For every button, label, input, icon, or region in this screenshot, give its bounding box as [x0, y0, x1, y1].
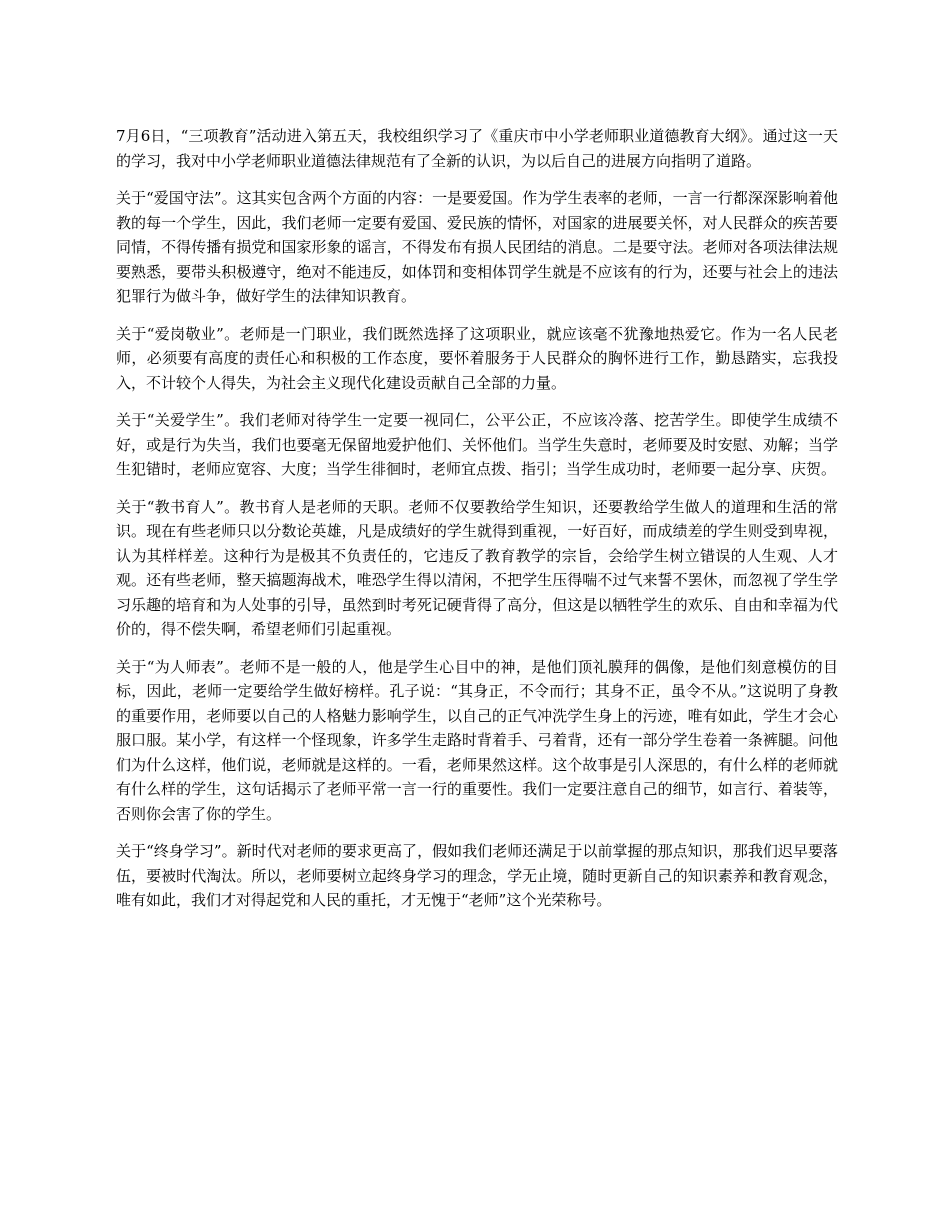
paragraph-role-model: 关于“为人师表”。老师不是一般的人，他是学生心目中的神，是他们顶礼膜拜的偶像，是他们刻意模仿的目标，因此，老师一定要给学生做好榜样。孔子说：“其身正，不令而行；其身不正，虽令不从。”这说明了身教的重要作用，老师要以自己的人格魅力影响学生，以自己的正气冲洗学生身上的污迹，唯有如此，学生才会心服口服。某小学，有这样一个怪现象，许多学生走路时背着手、弓着背，还有一部分学生卷着一条裤腿。问他们为什么这样，他们说，老师就是这样的。一看，老师果然这样。这个故事是引人深思的，有什么样的老师就有什么样的学生，这句话揭示了老师平常一言一行的重要性。我们一定要注意自己的细节，如言行、着装等，否则你会害了你的学生。: [116, 657, 838, 823]
paragraph-patriotism-law: 关于“爱国守法”。这其实包含两个方面的内容：一是要爱国。作为学生表率的老师，一言一行都深深影响着他教的每一个学生，因此，我们老师一定要有爱国、爱民族的情怀，对国家的进展要关怀，对人民群众的疾苦要同情，不得传播有损党和国家形象的谣言，不得发布有损人民团结的消息。二是要守法。老师对各项法律法规要熟悉，要带头积极遵守，绝对不能违反，如体罚和变相体罚学生就是不应该有的行为，还要与社会上的违法犯罪行为做斗争，做好学生的法律知识教育。: [116, 189, 838, 305]
paragraph-dedication: 关于“爱岗敬业”。老师是一门职业，我们既然选择了这项职业，就应该毫不犹豫地热爱它。作为一名人民老师，必须要有高度的责任心和积极的工作态度，要怀着服务于人民群众的胸怀进行工作，勤恳踏实，忘我投入，不计较个人得失，为社会主义现代化建设贡献自己全部的力量。: [116, 324, 838, 392]
paragraph-lifelong-learning: 关于“终身学习”。新时代对老师的要求更高了，假如我们老师还满足于以前掌握的那点知识，那我们迟早要落伍，要被时代淘汰。所以，老师要树立起终身学习的理念，学无止境，随时更新自己的知识素养和教育观念，唯有如此，我们才对得起党和人民的重托，才无愧于“老师”这个光荣称号。: [116, 842, 838, 909]
paragraph-caring-students: 关于“关爱学生”。我们老师对待学生一定要一视同仁，公平公正，不应该冷落、挖苦学生。即使学生成绩不好，或是行为失当，我们也要毫无保留地爱护他们、关怀他们。当学生失意时，老师要及时安慰、劝解；当学生犯错时，老师应宽容、大度；当学生徘徊时，老师宜点拨、指引；当学生成功时，老师要一起分享、庆贺。: [116, 411, 838, 478]
intro-paragraph: 7月6日，“三项教育”活动进入第五天，我校组织学习了《重庆市中小学老师职业道德教育大纲》。通过这一天的学习，我对中小学老师职业道德法律规范有了全新的认识，为以后自己的进展方向指明了道路。: [116, 127, 838, 170]
paragraph-teaching-educating: 关于“教书育人”。教书育人是老师的天职。老师不仅要教给学生知识，还要教给学生做人的道理和生活的常识。现在有些老师只以分数论英雄，凡是成绩好的学生就得到重视，一好百好，而成绩差的学生则受到卑视，认为其样样差。这种行为是极其不负责任的，它违反了教育教学的宗旨，会给学生树立错误的人生观、人才观。还有些老师，整天搞题海战术，唯恐学生得以清闲，不把学生压得喘不过气来誓不罢休，而忽视了学生学习乐趣的培育和为人处事的引导，虽然到时考死记硬背得了高分，但这是以牺牲学生的欢乐、自由和幸福为代价的，得不偿失啊，希望老师们引起重视。: [116, 497, 838, 638]
document-page: [116, 124, 838, 926]
